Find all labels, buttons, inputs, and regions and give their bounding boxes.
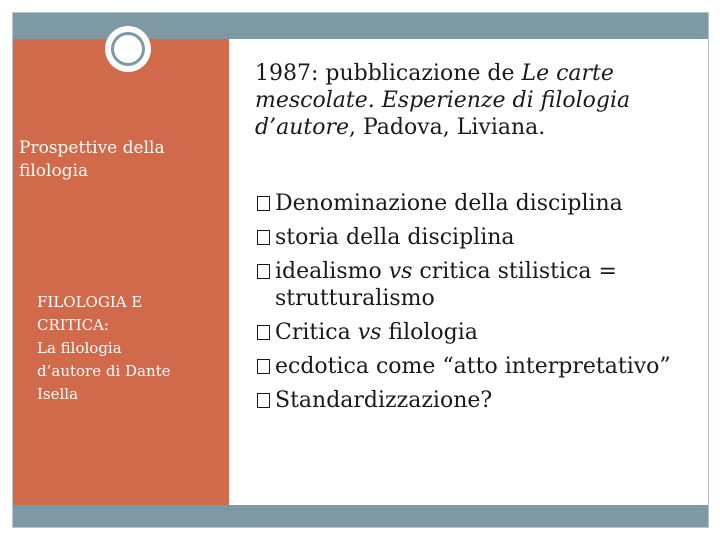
bottom-bar: [13, 505, 708, 527]
heading-prefix: 1987: pubblicazione de: [255, 61, 522, 86]
bullet-text: critica stilistica = strutturalismo: [275, 259, 617, 311]
circle-ring: [111, 32, 145, 66]
bullet-box-icon: [257, 230, 270, 245]
circle-ornament-icon: [106, 27, 150, 71]
bullet-item: [255, 353, 705, 380]
sidebar-title: Prospettive della filologia: [19, 138, 165, 181]
sidebar-subtitle-line: CRITICA:: [37, 316, 109, 334]
bullet-item: [255, 319, 705, 346]
bullet-item: [255, 224, 705, 251]
bullet-text-italic: vs: [357, 320, 382, 345]
sidebar-subtitle-line: FILOLOGIA E: [37, 293, 143, 311]
bullet-text: ecdotica come “atto interpretativo”: [275, 354, 671, 379]
bullet-text: filologia: [381, 320, 478, 345]
bullet-box-icon: [257, 264, 270, 279]
bullet-item: [255, 258, 705, 312]
sidebar-subtitle-line: Isella: [37, 385, 79, 403]
heading-title-italic: Le carte mescolate. Esperienze di filologia d’autore: [255, 61, 631, 140]
bullet-text: Standardizzazione?: [275, 388, 493, 413]
bullet-text: storia della disciplina: [275, 225, 515, 250]
sidebar-subtitle-line: La filologia: [37, 339, 122, 357]
slide-heading: [255, 60, 695, 141]
slide-frame: [12, 12, 709, 528]
bullet-box-icon: [257, 359, 270, 374]
sidebar-subtitle-line: d’autore di Dante: [37, 362, 171, 380]
bullet-item: [255, 387, 705, 414]
bullet-list: [255, 190, 705, 421]
bullet-text: Critica: [275, 320, 358, 345]
bullet-text: Denominazione della disciplina: [275, 191, 623, 216]
sidebar-subtitle: [37, 291, 217, 406]
bullet-box-icon: [257, 325, 270, 340]
bullet-box-icon: [257, 393, 270, 408]
bullet-item: [255, 190, 705, 217]
bullet-text: idealismo: [275, 259, 389, 284]
bullet-text-italic: vs: [388, 259, 413, 284]
sidebar-panel: [13, 39, 229, 505]
bullet-box-icon: [257, 196, 270, 211]
heading-suffix: , Padova, Liviana.: [348, 115, 546, 140]
